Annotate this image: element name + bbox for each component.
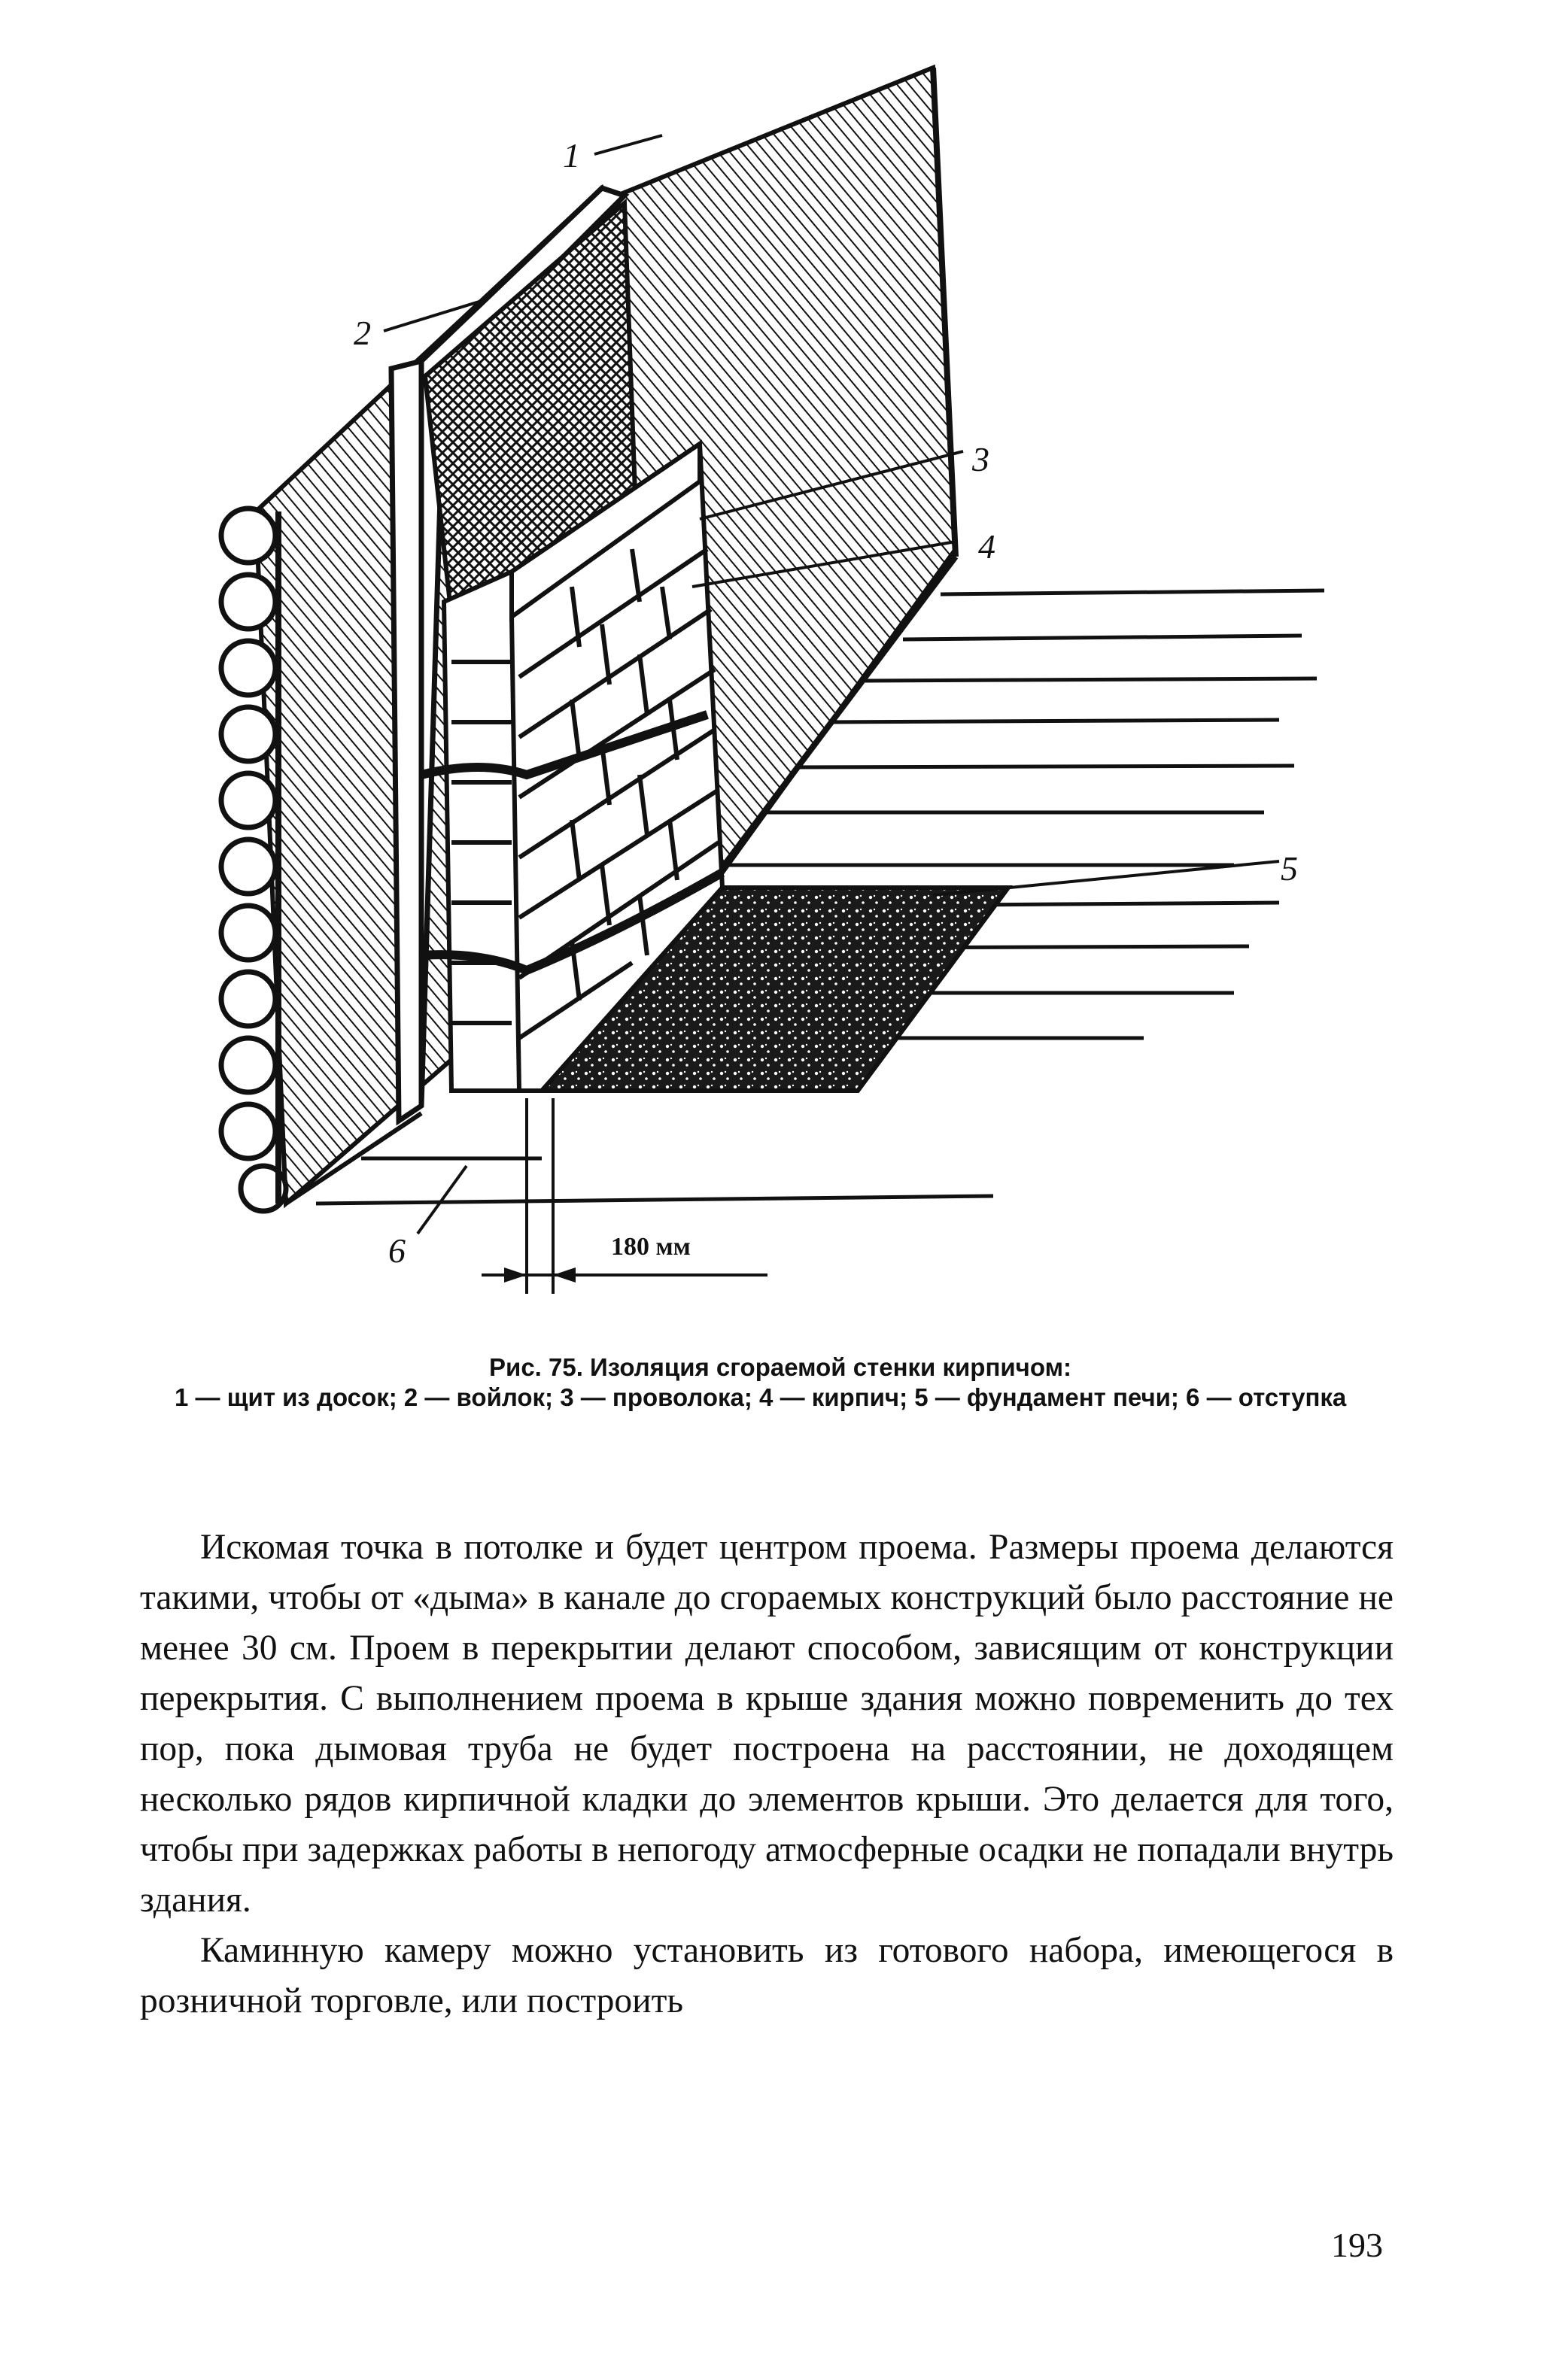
caption-legend: 1 — щит из досок; 2 — войлок; 3 — проволока; 4 — кирпич; 5 — фундамент печи; 6 — отступка (175, 1383, 1347, 1411)
label-6: 6 (388, 1231, 406, 1270)
label-5: 5 (1281, 849, 1298, 888)
page-number: 193 (1331, 2226, 1383, 2264)
label-4: 4 (978, 527, 995, 566)
paragraph: Искомая точка в потолке и будет центром проема. Размеры проема делаются такими, чтобы от «дыма» в канале до сгораемых конструкций было расстояние не менее 30 см. Проем в перекрытии делают способом, зависящим от конструкции перекрытия. С выполнением проема в крыше здания можно повременить до тех пор, пока дымовая труба не будет построена на расстоянии, не доходящем несколько рядов кирпичной кладки до элементов крыши. Это делается для того, чтобы при задержках работы в непогоду атмосферные осадки не попадали внутрь здания. (140, 1528, 1394, 1920)
paragraph: Каминную камеру можно установить из готового набора, имеющегося в розничной торговле, или построить (140, 1931, 1394, 2020)
body-text (140, 1522, 1394, 2026)
label-1: 1 (563, 136, 580, 175)
figure-caption (175, 1352, 1386, 1413)
label-3: 3 (972, 440, 989, 478)
dimension-180mm (482, 1098, 767, 1294)
label-2: 2 (354, 314, 371, 352)
caption-title: Рис. 75. Изоляция сгораемой стенки кирпичом: (489, 1353, 1071, 1381)
dimension-label: 180 мм (611, 1233, 691, 1261)
